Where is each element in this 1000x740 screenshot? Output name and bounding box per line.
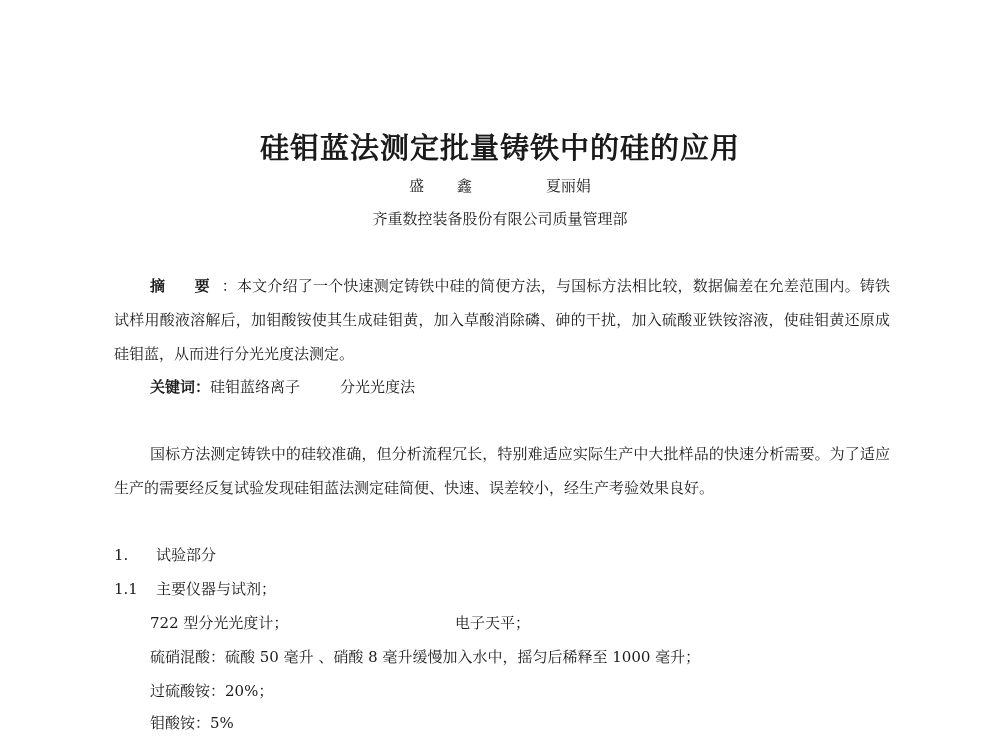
item-balance: 电子天平； xyxy=(455,614,531,632)
abstract xyxy=(114,269,890,371)
item-spectrophotometer: 722 型分光光度计； xyxy=(150,614,289,632)
item-persulfate: 过硫酸铵：20%； xyxy=(150,682,274,700)
author-1: 盛 鑫 xyxy=(409,177,486,195)
section-1-1-title: 主要仪器与试剂； xyxy=(156,580,277,598)
keyword-2: 分光光度法 xyxy=(340,378,416,396)
author-line xyxy=(0,175,1000,196)
affiliation: 齐重数控装备股份有限公司质量管理部 xyxy=(372,210,628,228)
section-1-heading xyxy=(114,538,216,572)
intro-paragraph: 国标方法测定铸铁中的硅较准确，但分析流程冗长，特别难适应实际生产中大批样品的快速分析需要。为了适应生产的需要经反复试验发现硅钼蓝法测定硅简便、快速、误差较小，经生产考验效果良好。 xyxy=(114,445,890,497)
author-2: 夏丽娟 xyxy=(545,177,591,195)
section-1-number: 1. xyxy=(114,546,129,564)
paper-title: 硅钼蓝法测定批量铸铁中的硅的应用 xyxy=(259,131,740,165)
item-molybdate: 钼酸铵：5% xyxy=(150,714,234,732)
section-1-title: 试验部分 xyxy=(156,546,217,564)
keywords-label: 关键词： xyxy=(150,378,211,396)
keywords xyxy=(150,370,926,404)
abstract-label: 摘 要 xyxy=(150,277,222,295)
item-mixed-acid: 硫硝混酸：硫酸 50 毫升 、硝酸 8 毫升缓慢加入水中，摇匀后稀释至 1000 毫升； xyxy=(150,648,701,666)
section-1-1-number: 1.1 xyxy=(114,580,138,598)
section-1-1-heading xyxy=(114,572,276,606)
keyword-1: 硅钼蓝络离子 xyxy=(210,378,301,396)
abstract-text: ：本文介绍了一个快速测定铸铁中硅的简便方法，与国标方法相比较，数据偏差在允差范围内。铸铁试样用酸液溶解后，加钼酸铵使其生成硅钼黄，加入草酸消除磷、砷的干扰，加入硫酸亚铁铵溶液，使硅钼黄还原成硅钼蓝，从而进行分光光度法测定。 xyxy=(114,277,890,363)
